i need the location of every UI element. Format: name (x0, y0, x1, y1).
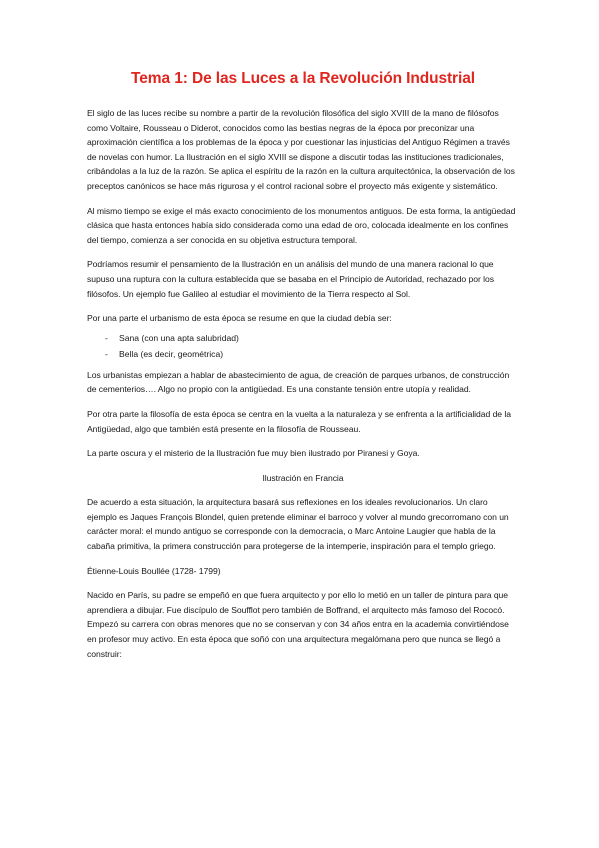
paragraph-summary: Podríamos resumir el pensamiento de la Ilustración en un análisis del mundo de una manera racional lo que supuso una ruptura con la cultura establecida que se basaba en el Principio de Autoridad, rechazado por los filósofos. Un ejemplo fue Galileo al estudiar el movimiento de la Tierra respecto al Sol. (87, 259, 494, 299)
paragraph-boullee-bio: Nacido en París, su padre se empeñó en que fuera arquitecto y por ello lo metió en un taller de pintura para que aprendiera a dibujar. Fue discípulo de Soufflot pero también de Boffrand, el arquitecto más famoso del Rococó. Empezó su carrera con obras menores que no se conservan y con 34 años entra en la academia convirtiéndose en profesor muy activo. En esta época que soñó con una arquitectura megalómana pero que nunca se llegó a construir: (87, 590, 509, 659)
paragraph-dark-side: La parte oscura y el misterio de la Ilustración fue muy bien ilustrado por Piranesi y Goya. (87, 448, 420, 459)
list-item-text: Sana (con una apta salubridad) (119, 332, 239, 343)
subheading-boullee: Étienne-Louis Boullée (1728- 1799) (87, 565, 221, 576)
paragraph-urbanists: Los urbanistas empiezan a hablar de abastecimiento de agua, de creación de parques urbanos, de construcción de cementerios…. Algo no propio con la antigüedad. Es una constante tensión entre utopía y realidad. (87, 369, 510, 395)
paragraph-urbanism: Por una parte el urbanismo de esta época se resume en que la ciudad debía ser: (87, 313, 392, 324)
bullet-dash: - (105, 348, 108, 359)
paragraph-antiquity: Al mismo tiempo se exige el más exacto conocimiento de los monumentos antiguos. De esta forma, la antigüedad clásica que hasta entonces había sido considerada como una edad de oro, colocada idealmente en los confines del tiempo, comienza a ser conocida en su objetiva estructura temporal. (87, 205, 516, 245)
city-qualities-list (87, 330, 519, 362)
paragraph-architecture: De acuerdo a esta situación, la arquitectura basará sus reflexiones en los ideales revolucionarios. Un claro ejemplo es Jaques François Blondel, quien pretende eliminar el barroco y volver al mundo grecorromano con un carácter moral: el mundo antiguo se corresponde con la democracia, o Marc Antoine Laugier que habla de la cabaña primitiva, la primera construcción para protegerse de la intemperie, inspiración para el templo griego. (87, 497, 509, 552)
paragraph-nature: Por otra parte la filosofía de esta época se centra en la vuelta a la naturaleza y se enfrenta a la artificialidad de la Antigüedad, algo que también está presente en la filosofía de Rousseau. (87, 408, 511, 434)
paragraph-intro: El siglo de las luces recibe su nombre a partir de la revolución filosófica del siglo XVIII de la mano de filósofos como Voltaire, Rousseau o Diderot, conocidos como las bestias negras de la época por preconizar una aproximación científica a los problemas de la época y por cuestionar las injusticias del Antiguo Régimen a través de novelas con humor. La Ilustración en el siglo XVIII se dispone a discutir todas las instituciones tradicionales, cribándolas a la luz de la razón. Se aplica el espíritu de la razón en la cultura arquitectónica, la observación de los preceptos canónicos se hace más rigurosa y el control racional sobre el proyecto más exigente y sistemático. (87, 108, 515, 191)
subheading-ilustracion-francia: Ilustración en Francia (262, 472, 344, 483)
document-title: Tema 1: De las Luces a la Revolución Industrial (131, 70, 475, 87)
list-item (105, 346, 519, 362)
bullet-dash: - (105, 332, 108, 343)
list-item (105, 330, 519, 346)
list-item-text: Bella (es decir, geométrica) (119, 348, 224, 359)
